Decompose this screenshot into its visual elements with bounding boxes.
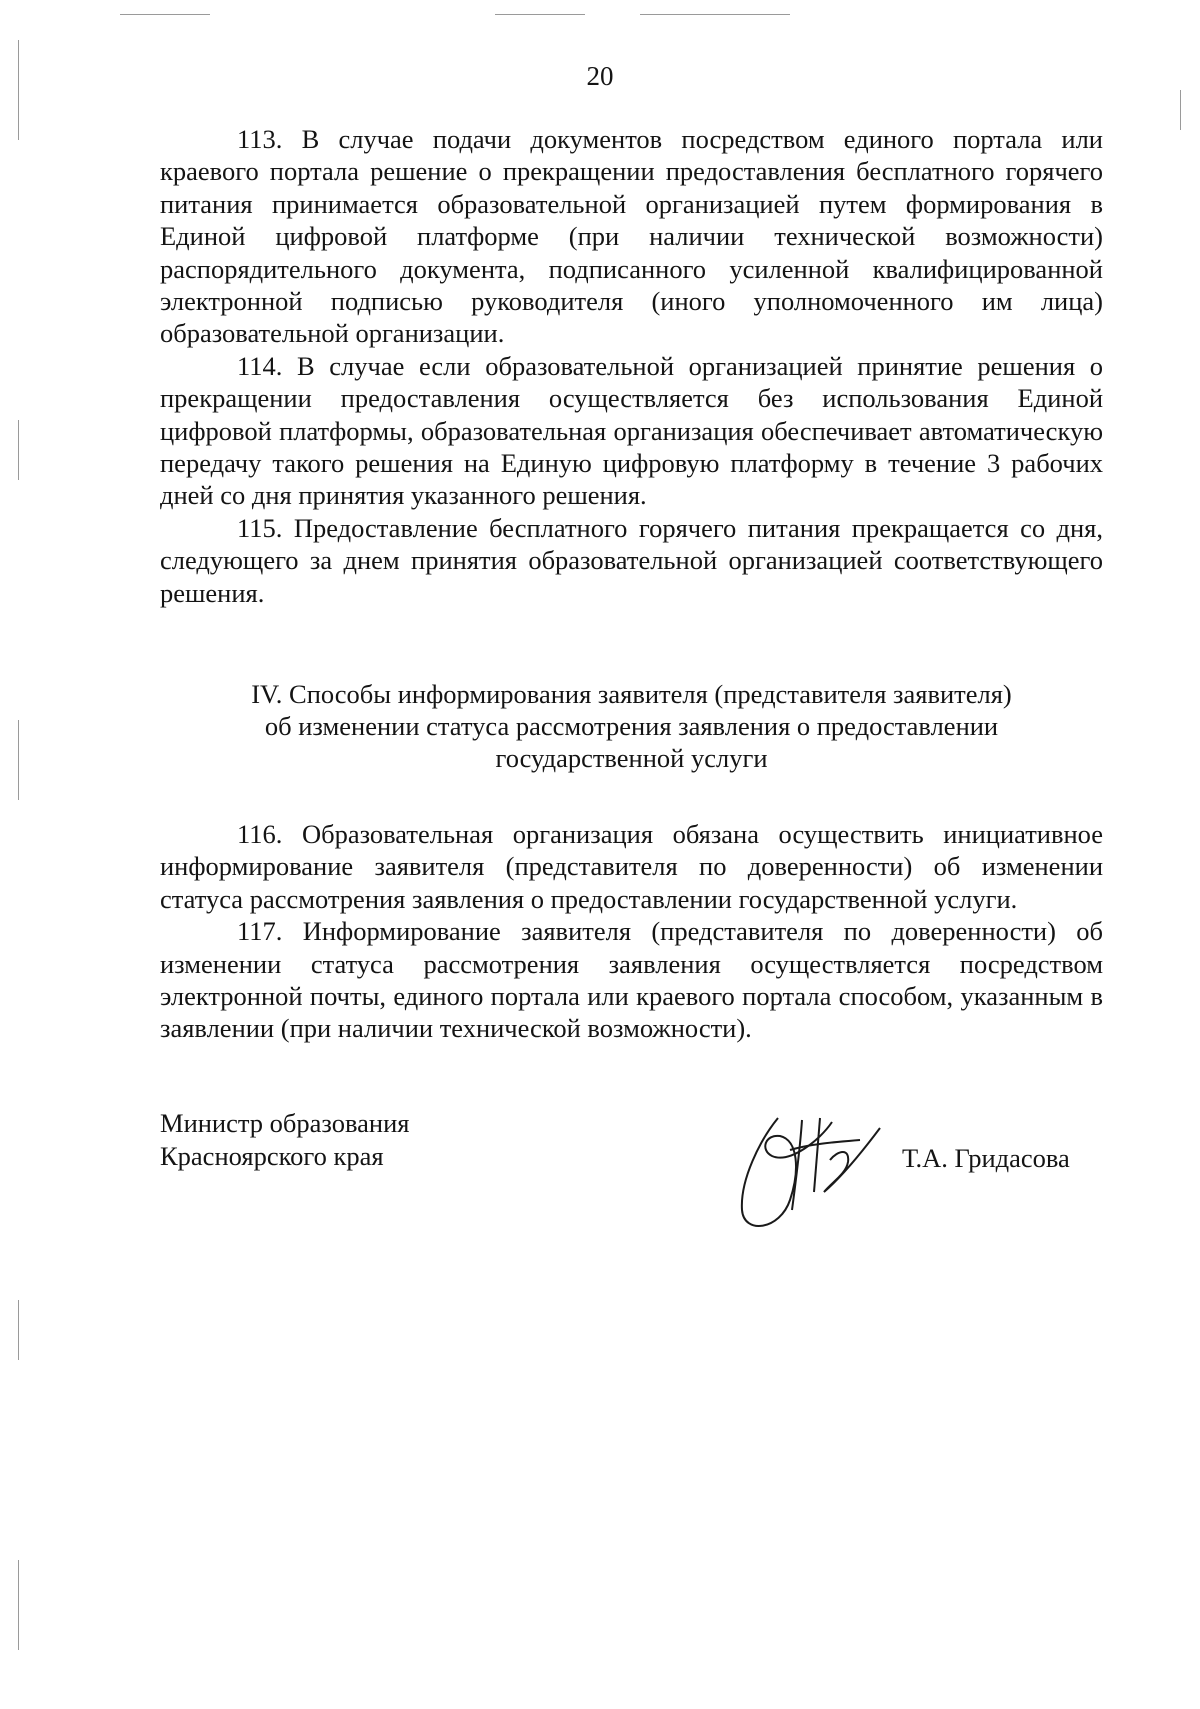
paragraph-113: 113. В случае подачи документов посредством единого портала или краевого портала решение о прекращении предоставления бесплатного горячего питания принимается образовательной организацией путем формирования в Единой цифровой платформе (при наличии технической возможности) распорядительного документа, подписанного усиленной квалифицированной электронной подписью руководителя (иного уполномоченного им лица) образовательной организации. xyxy=(160,124,1103,349)
section-heading-line-2: об изменении статуса рассмотрения заявления о предоставлении xyxy=(264,711,999,741)
paragraphs-before-heading xyxy=(160,123,1103,609)
handwritten-signature xyxy=(720,1100,900,1240)
section-heading-line-3: государственной услуги xyxy=(495,743,768,773)
paragraphs-after-heading xyxy=(160,818,1103,1045)
signer-title xyxy=(160,1107,409,1173)
paragraph-117: 117. Информирование заявителя (представителя по доверенности) об изменении статуса рассмотрения заявления осуществляется посредством электронной почты, единого портала или краевого портала способом, указанным в заявлении (при наличии технической возможности). xyxy=(160,916,1103,1044)
signer-title-line-1: Министр образования xyxy=(160,1108,410,1138)
section-heading xyxy=(160,678,1103,774)
paragraph-115: 115. Предоставление бесплатного горячего питания прекращается со дня, следующего за днем принятия образовательной организацией соответствующего решения. xyxy=(160,512,1103,608)
section-heading-line-1: IV. Способы информирования заявителя (представителя заявителя) xyxy=(251,679,1012,709)
signer-name: Т.А. Гридасова xyxy=(902,1143,1070,1173)
paragraph-116: 116. Образовательная организация обязана осуществить инициативное информирование заявителя (представителя по доверенности) об изменении статуса рассмотрения заявления о предоставлении государственной услуги. xyxy=(160,819,1103,914)
paragraph-114: 114. В случае если образовательной организацией принятие решения о прекращении предоставления осуществляется без использования Единой цифровой платформы, образовательная организация обеспечивает автоматическую передачу такого решения на Единую цифровую платформу в течение 3 рабочих дней со дня принятия указанного решения. xyxy=(160,350,1103,511)
page-number: 20 xyxy=(586,61,614,91)
signer-title-line-2: Красноярского края xyxy=(160,1141,384,1171)
